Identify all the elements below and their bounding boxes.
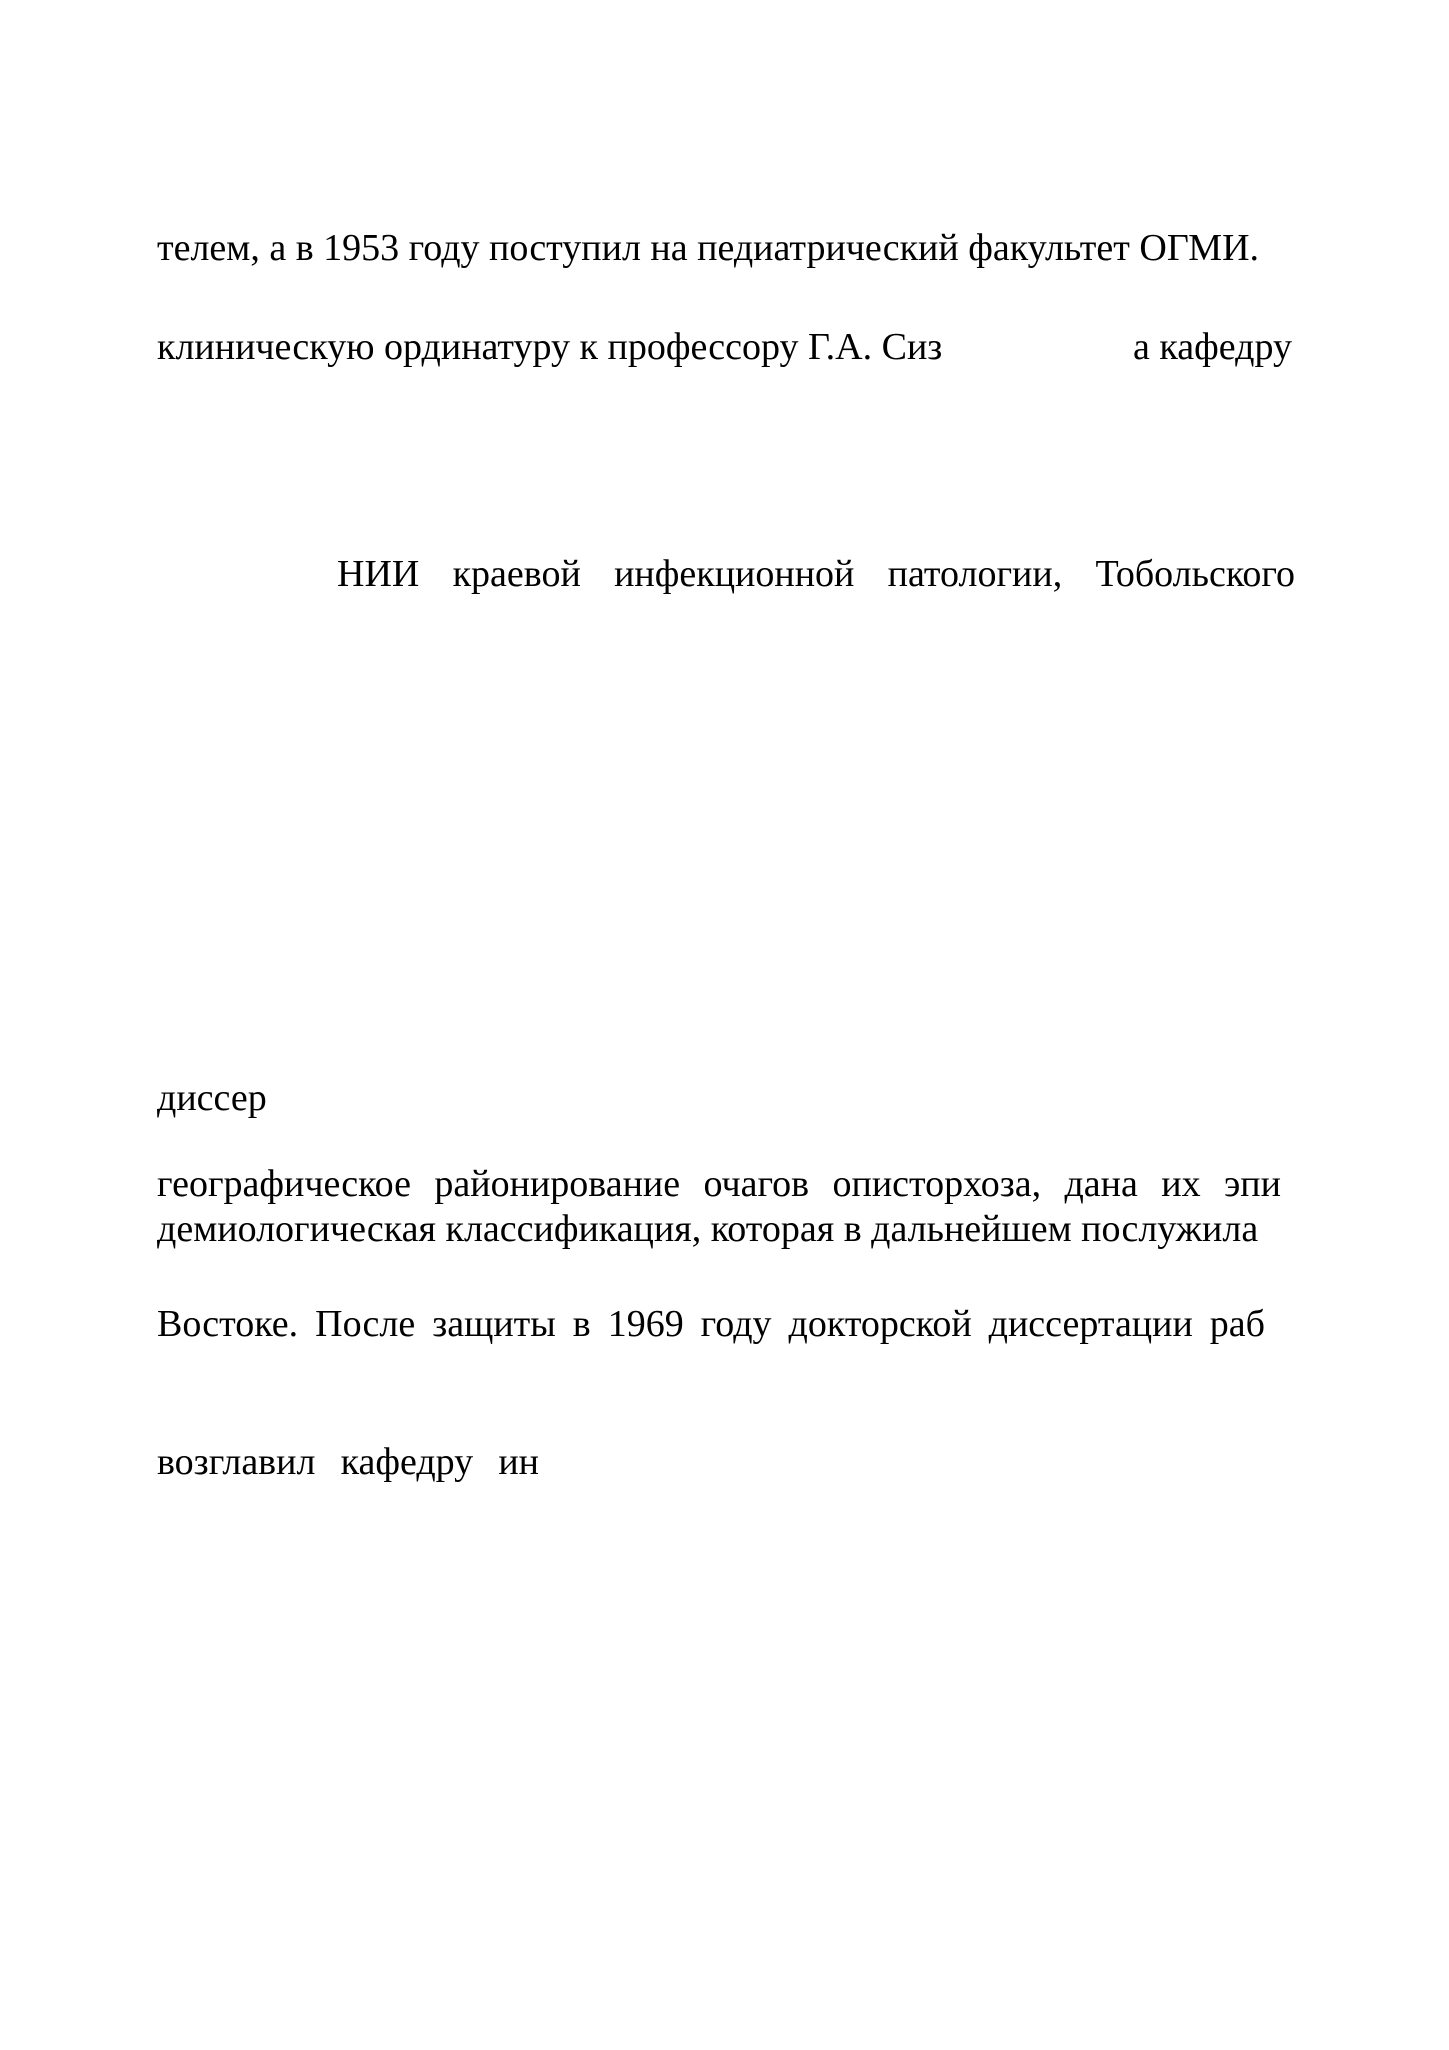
text-line-4: диссер xyxy=(157,1077,267,1119)
word: эпи xyxy=(1224,1163,1281,1205)
text-line-8 xyxy=(157,1440,539,1484)
word: в xyxy=(572,1303,591,1345)
word: географическое xyxy=(157,1163,412,1205)
word: районирование xyxy=(434,1163,681,1205)
word: 1969 xyxy=(607,1303,684,1345)
word: Востоке. xyxy=(157,1303,299,1345)
word: их xyxy=(1161,1163,1201,1205)
text-line-2-right: а кафедру xyxy=(1133,326,1292,368)
word: очагов xyxy=(703,1163,810,1205)
text-line-1: телем, а в 1953 году поступил на педиатрический факультет ОГМИ. xyxy=(157,227,1260,269)
word: диссертации xyxy=(988,1303,1193,1345)
text-line-6: демиологическая классификация, которая в дальнейшем послужила xyxy=(157,1208,1259,1250)
word: краевой xyxy=(452,553,581,595)
word: описторхоза, xyxy=(832,1163,1042,1205)
word: докторской xyxy=(788,1303,972,1345)
word: ин xyxy=(498,1441,539,1483)
word: патологии, xyxy=(887,553,1063,595)
word: кафедру xyxy=(340,1441,474,1483)
word: НИИ xyxy=(337,553,420,595)
word: защиты xyxy=(432,1303,556,1345)
text-line-5 xyxy=(157,1162,1281,1206)
text-line-3 xyxy=(337,552,1295,596)
word: инфекционной xyxy=(614,553,855,595)
word: Тобольского xyxy=(1095,553,1295,595)
word: возглавил xyxy=(157,1441,316,1483)
word: раб xyxy=(1209,1303,1265,1345)
word: дана xyxy=(1064,1163,1138,1205)
text-line-2-left: клиническую ординатуру к профессору Г.А. Сиз xyxy=(157,326,943,368)
word: году xyxy=(700,1303,772,1345)
word: После xyxy=(315,1303,416,1345)
text-line-7 xyxy=(157,1302,1265,1346)
